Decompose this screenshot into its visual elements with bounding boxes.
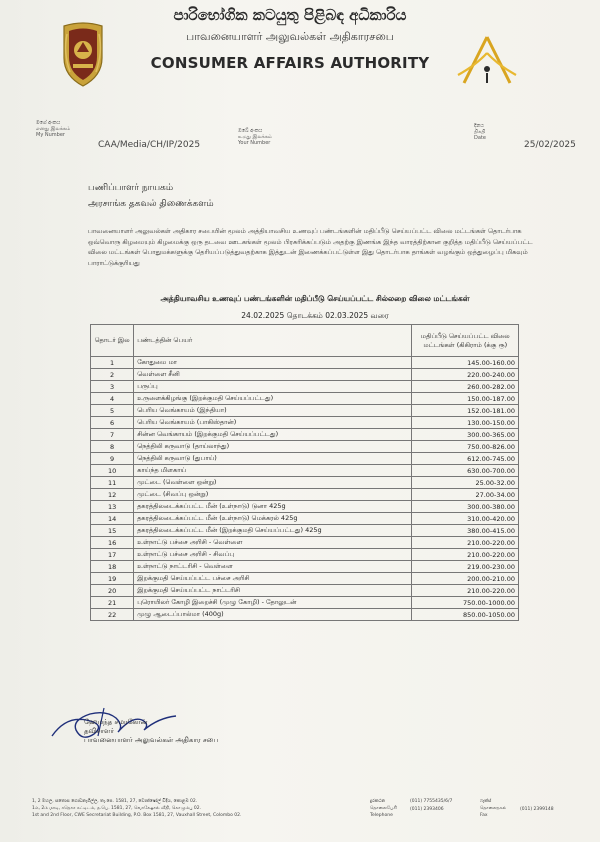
row-price-range: 220.00-240.00 [412, 369, 519, 381]
row-serial-no: 4 [91, 393, 134, 405]
row-serial-no: 17 [91, 549, 134, 561]
letterhead [140, 6, 440, 72]
table-row [91, 477, 519, 489]
table-row [91, 381, 519, 393]
row-serial-no: 16 [91, 537, 134, 549]
row-serial-no: 21 [91, 597, 134, 609]
row-item-name: உள்நாட்டு பச்சை அரிசி - வெள்ளை [134, 537, 412, 549]
addressee [88, 180, 214, 212]
table-row [91, 393, 519, 405]
row-item-name: முழு ஆடைப்பால்மா (400g) [134, 609, 412, 621]
telephone-number-2: (011) 2393406 [410, 807, 444, 812]
row-item-name: தகரத்திலடைக்கப்பட்ட மீன் (உள்நாடு) டுனா 425g [134, 501, 412, 513]
table-row [91, 429, 519, 441]
row-serial-no: 19 [91, 573, 134, 585]
row-price-range: 152.00-181.00 [412, 405, 519, 417]
row-price-range: 130.00-150.00 [412, 417, 519, 429]
addressee-department: அரசாங்க தகவல் திணைக்களம் [88, 199, 214, 209]
telephone-number-1: (011) 7755435/6/7 [410, 799, 453, 804]
row-item-name: நெத்திலி கருவாடு (துபாய்) [134, 453, 412, 465]
table-period: 24.02.2025 தொடக்கம் 02.03.2025 வரை [241, 311, 389, 320]
table-row [91, 357, 519, 369]
row-serial-no: 9 [91, 453, 134, 465]
row-price-range: 145.00-160.00 [412, 357, 519, 369]
row-price-range: 612.00-745.00 [412, 453, 519, 465]
table-row [91, 489, 519, 501]
row-serial-no: 20 [91, 585, 134, 597]
body-paragraph: பாவனையாளர் அலுவல்கள் அதிகார சபையின் மூலம் அத்தியாவசிய உணவுப் பண்டங்களின் மதிப்பீடு செய்யப்பட்ட விலை மட்டங்கள் தொடர்பாக ஒவ்வொரு கிழமையும் கிழமைக்கு ஒரு தடவை ஊடகங்கள் மூலம் பிரசுரிக்கப்படும் அதற்கு இணங்க இந்த வாரத்திற்கான குறித்த மதிப்பீடு செய்யப்பட்ட விலை மட்டங்கள் பொதுமக்களுக்கு தெரியப்படுத்துவதற்காக இத்துடன் இணைக்கப்பட்டுள்ள இது தொடர்பாக தாங்கள் வழங்கும் ஒத்துழைப்பு மிகவும் பாராட்டுக்குரியது [88, 227, 533, 267]
addressee-title: பணிப்பாளர் நாயகம் [88, 183, 174, 193]
row-serial-no: 7 [91, 429, 134, 441]
table-row [91, 537, 519, 549]
table-row [91, 561, 519, 573]
row-item-name: உருளைக்கிழங்கு (இறக்குமதி செய்யப்பட்டது) [134, 393, 412, 405]
table-row [91, 441, 519, 453]
date-label: දිනය திகதி Date [474, 123, 486, 141]
header-item-name: பண்டத்தின் பெயர் [134, 325, 412, 357]
signatory-title: தவிசாளர் [84, 727, 115, 735]
fax-label: ෆැක්ස් தொலைநகல் Fax [480, 799, 507, 818]
table-row [91, 525, 519, 537]
row-item-name: பெரிய வெங்காயம் (பாகிஸ்தான்) [134, 417, 412, 429]
org-name-english: CONSUMER AFFAIRS AUTHORITY [150, 54, 430, 72]
date-value: 25/02/2025 [524, 140, 576, 150]
org-name-sinhala: පාරිභෝගික කටයුතු පිළිබඳ අධිකාරිය [173, 6, 407, 24]
footer-address: 1, 2 මහල, සතොස ගොඩනැගිල්ල, තැ.පෙ. 1581, 27, වොක්ෂෝල් වීදිය, කොළඹ 02. 1ம், 2ம் மாடி, சதொச கட்டிடம், த.பெ. 1581, 27, வொக்ஷோல் வீதி, கொழும்பு 02. 1st and 2nd Floor, CWE Secretariat Building, P.O. Box 1581, 27, Vauxhall Street, Colombo 02. [32, 799, 242, 818]
table-row [91, 453, 519, 465]
row-serial-no: 5 [91, 405, 134, 417]
table-header-row [91, 325, 519, 357]
row-item-name: பெரிய வெங்காயம் (இந்தியா) [134, 405, 412, 417]
row-serial-no: 8 [91, 441, 134, 453]
table-row [91, 405, 519, 417]
price-table-body [91, 357, 519, 621]
row-serial-no: 14 [91, 513, 134, 525]
row-item-name: முட்டை (சிவப்பு ஒன்று) [134, 489, 412, 501]
price-table [90, 324, 519, 621]
row-item-name: வெள்ளை சீனி [134, 369, 412, 381]
table-row [91, 369, 519, 381]
caa-logo-icon [456, 35, 518, 85]
table-row [91, 585, 519, 597]
row-price-range: 300.00-380.00 [412, 501, 519, 513]
my-number-label: මගේ අංකය எனது இலக்கம் My Number [36, 120, 71, 138]
fax-number: (011) 2399148 [520, 807, 554, 812]
table-row [91, 465, 519, 477]
row-serial-no: 11 [91, 477, 134, 489]
table-title: அத்தியாவசிய உணவுப் பண்டங்களின் மதிப்பீடு செய்யப்பட்ட சில்லறை விலை மட்டங்கள் [160, 294, 470, 303]
sri-lanka-emblem-icon [58, 22, 108, 88]
row-item-name: கோதுமை மா [134, 357, 412, 369]
table-row [91, 549, 519, 561]
signatory-name: ஹேமந்த சமரகோன் [84, 718, 148, 726]
row-price-range: 219.00-230.00 [412, 561, 519, 573]
table-row [91, 417, 519, 429]
row-price-range: 210.00-220.00 [412, 585, 519, 597]
footer [32, 798, 568, 828]
row-item-name: உள்நாட்டு பச்சை அரிசி - சிவப்பு [134, 549, 412, 561]
row-item-name: தகரத்திலடைக்கப்பட்ட மீன் (உள்நாடு) மெக்கரல் 425g [134, 513, 412, 525]
row-price-range: 300.00-365.00 [412, 429, 519, 441]
row-serial-no: 10 [91, 465, 134, 477]
row-item-name: நெத்திலி கருவாடு (தாய்லாந்து) [134, 441, 412, 453]
row-serial-no: 12 [91, 489, 134, 501]
row-item-name: உள்நாட்டு நாட்டரிசி - வெள்ளை [134, 561, 412, 573]
row-serial-no: 2 [91, 369, 134, 381]
row-serial-no: 3 [91, 381, 134, 393]
row-item-name: இறக்குமதி செய்யப்பட்ட பச்சை அரிசி [134, 573, 412, 585]
row-serial-no: 18 [91, 561, 134, 573]
row-price-range: 150.00-187.00 [412, 393, 519, 405]
row-price-range: 850.00-1050.00 [412, 609, 519, 621]
row-serial-no: 13 [91, 501, 134, 513]
table-row [91, 597, 519, 609]
row-price-range: 260.00-282.00 [412, 381, 519, 393]
row-price-range: 210.00-220.00 [412, 537, 519, 549]
row-item-name: காய்ந்த மிளகாய் [134, 465, 412, 477]
signatory-org: பாவனையாளர் அலுவல்கள் அதிகார சபை [84, 736, 219, 744]
table-row [91, 609, 519, 621]
row-serial-no: 15 [91, 525, 134, 537]
org-name-tamil: பாவனையாளர் அலுவல்கள் அதிகாரசபை [186, 30, 394, 43]
row-item-name: சின்ன வெங்காயம் (இறக்குமதி செய்யப்பட்டது) [134, 429, 412, 441]
row-price-range: 210.00-220.00 [412, 549, 519, 561]
row-item-name: பருப்பு [134, 381, 412, 393]
row-item-name: முட்டை (வெள்ளை ஒன்று) [134, 477, 412, 489]
row-price-range: 750.00-826.00 [412, 441, 519, 453]
reference-row [36, 120, 576, 154]
row-price-range: 630.00-700.00 [412, 465, 519, 477]
your-number-label: ඔබේ අංකය உமது இலக்கம் Your Number [238, 128, 272, 146]
signatory-block [84, 718, 219, 745]
row-serial-no: 1 [91, 357, 134, 369]
table-row [91, 501, 519, 513]
telephone-label: දුරකථන தொலைபேசி Telephone [370, 799, 397, 818]
table-row [91, 513, 519, 525]
row-serial-no: 6 [91, 417, 134, 429]
row-price-range: 25.00-32.00 [412, 477, 519, 489]
my-number-value: CAA/Media/CH/IP/2025 [98, 140, 201, 150]
header-serial-no: தொடர் இல [91, 325, 134, 357]
row-item-name: புரொயிலர் கோழி இறைச்சி (முழு கோழி) - தோலுடன் [134, 597, 412, 609]
row-price-range: 380.00-415.00 [412, 525, 519, 537]
row-item-name: தகரத்திலடைக்கப்பட்ட மீன் (இறக்குமதி செய்யப்பட்டது) 425g [134, 525, 412, 537]
header-price-range: மதிப்பீடு செய்யப்பட்ட விலை மட்டங்கள் (கிகிராம் (க்கு ரூ) [412, 325, 519, 357]
row-item-name: இறக்குமதி செய்யப்பட்ட நாட்டரிசி [134, 585, 412, 597]
row-price-range: 200.00-210.00 [412, 573, 519, 585]
row-serial-no: 22 [91, 609, 134, 621]
row-price-range: 27.00-34.00 [412, 489, 519, 501]
row-price-range: 310.00-420.00 [412, 513, 519, 525]
row-price-range: 750.00-1000.00 [412, 597, 519, 609]
table-row [91, 573, 519, 585]
